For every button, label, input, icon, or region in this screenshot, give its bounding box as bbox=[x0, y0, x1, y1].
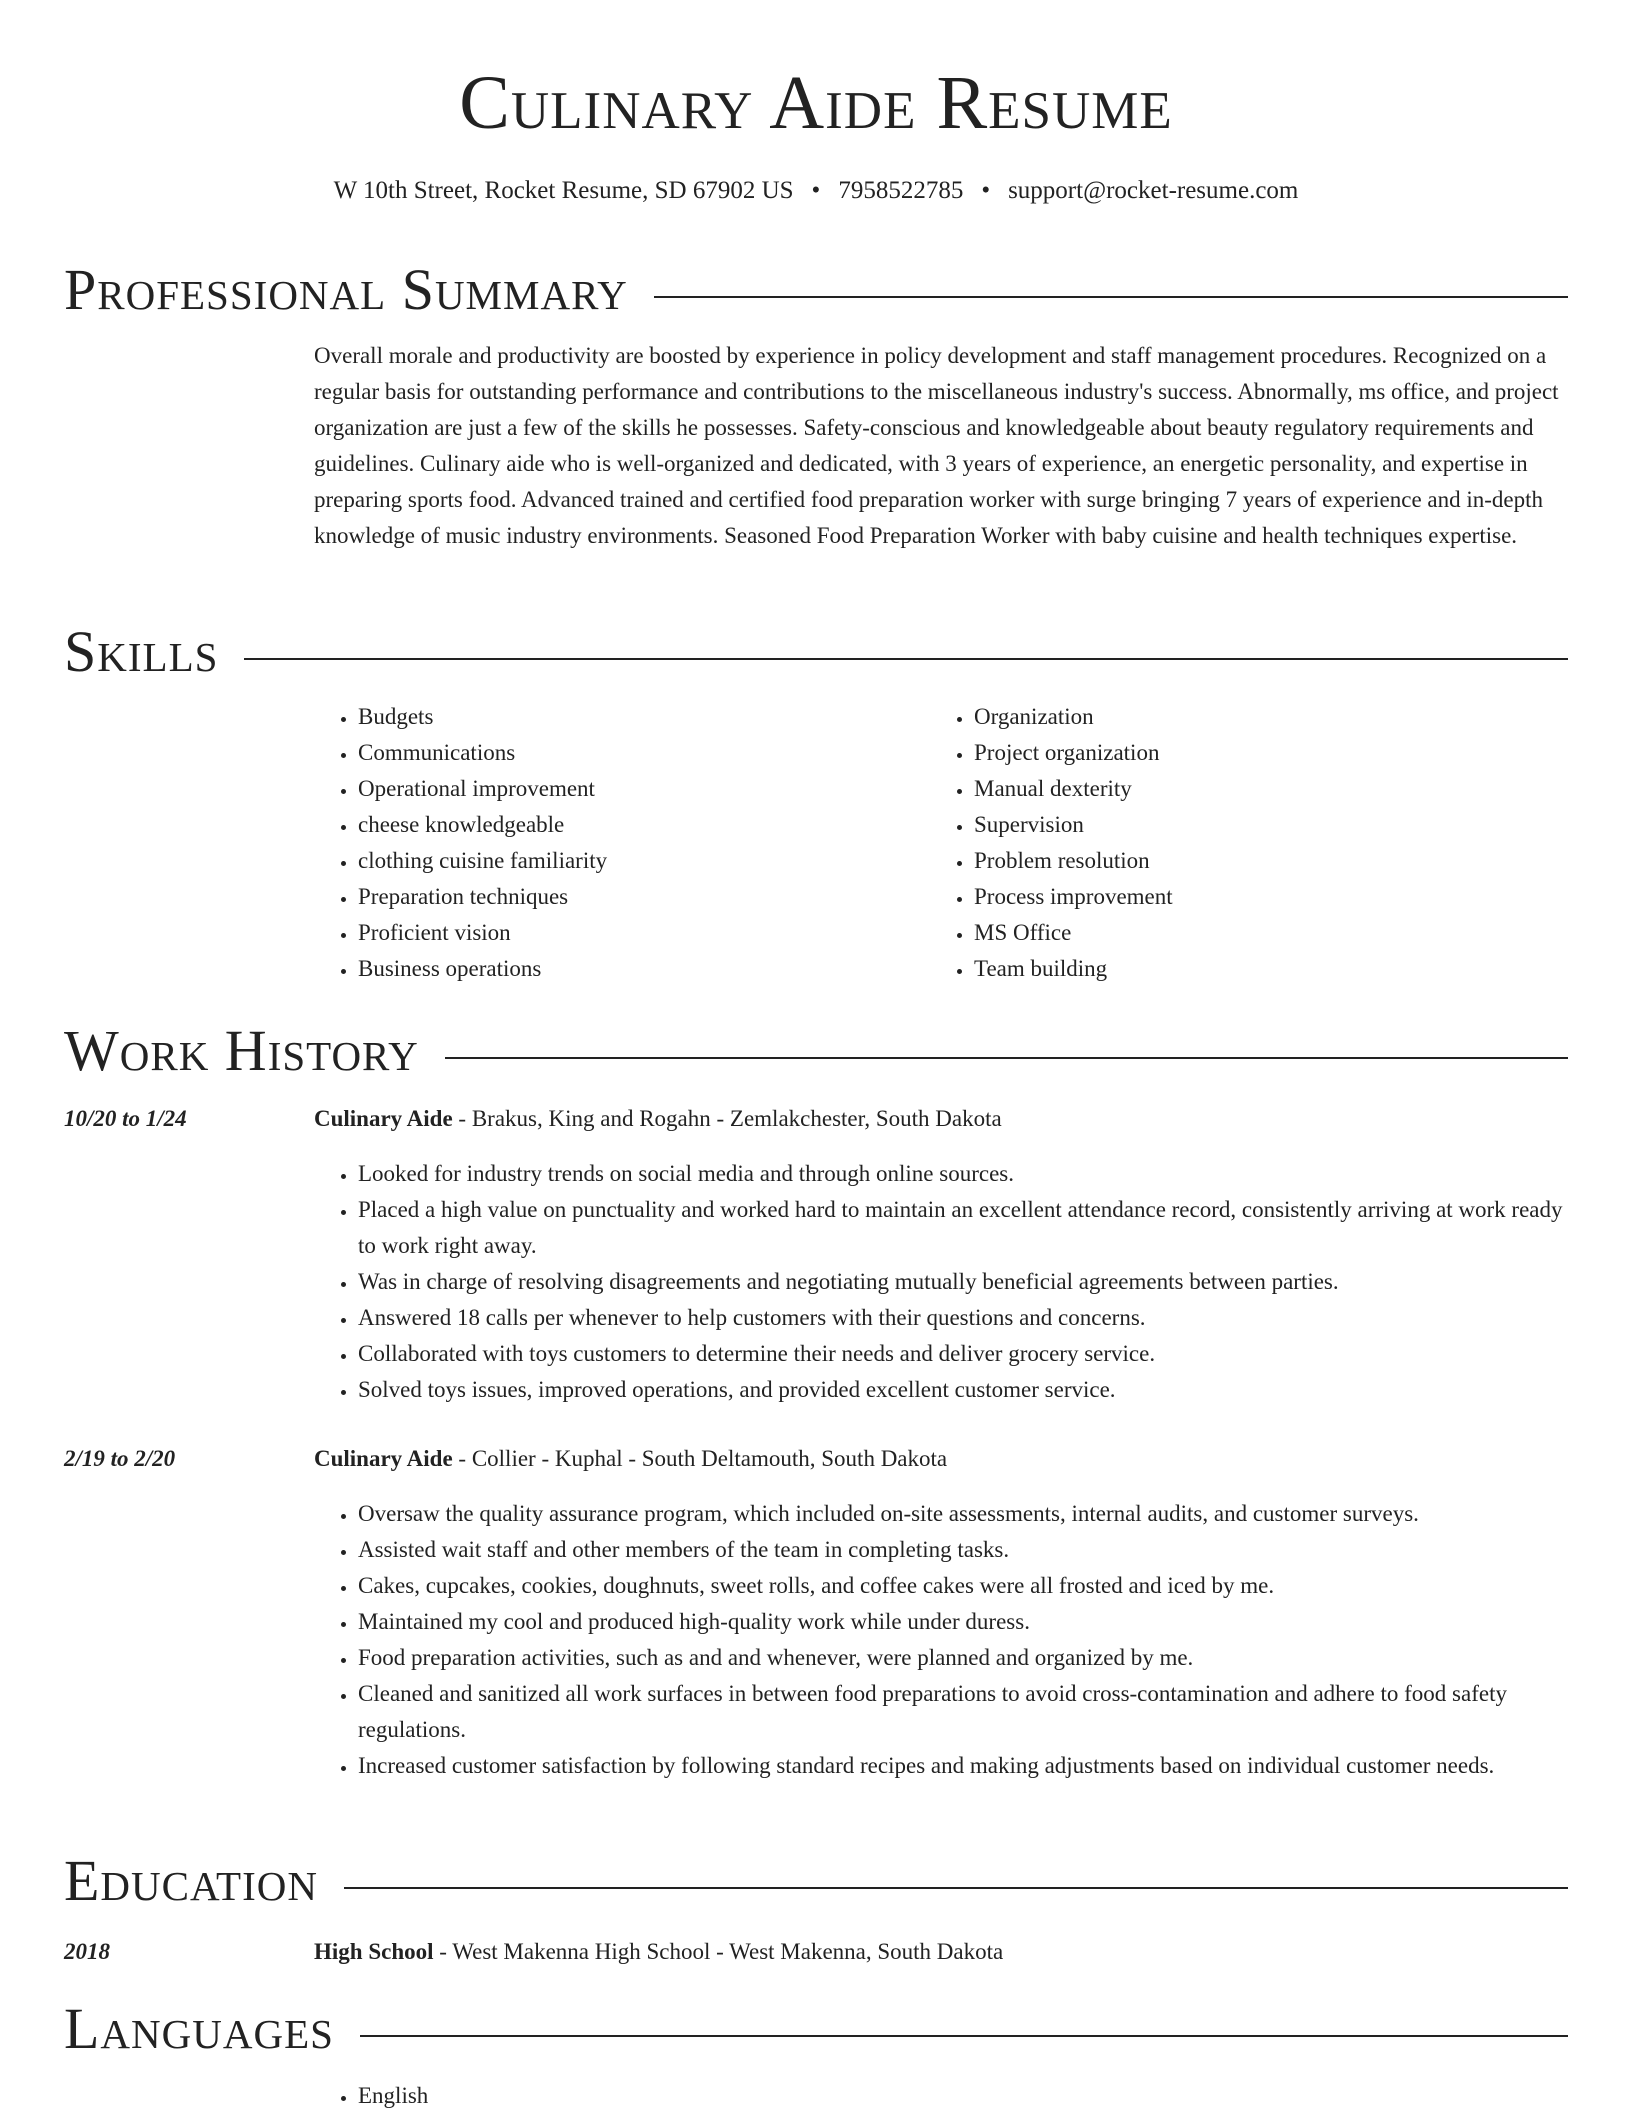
language-item: • English bbox=[358, 2078, 1576, 2114]
contact-line bbox=[0, 172, 1632, 210]
duty-item: • Solved toys issues, improved operations, and provided excellent customer service. bbox=[358, 1372, 1576, 1408]
summary-section-header bbox=[64, 255, 1568, 325]
skills-column-right bbox=[930, 699, 1530, 987]
duty-item: • Cleaned and sanitized all work surfaces in between food preparations to avoid cross-contamination and adhere to food safety regulations. bbox=[358, 1676, 1576, 1748]
skill-item: • Manual dexterity bbox=[974, 771, 1530, 807]
skill-item: • Organization bbox=[974, 699, 1530, 735]
skill-item: • Communications bbox=[358, 735, 914, 771]
duty-item: • Placed a high value on punctuality and worked hard to maintain an excellent attendance record, consistently arriving at work ready to work right away. bbox=[358, 1192, 1576, 1264]
education-entry bbox=[314, 1934, 1003, 1970]
job-title: Culinary Aide bbox=[314, 1106, 453, 1131]
skill-item: • Budgets bbox=[358, 699, 914, 735]
skill-item: • MS Office bbox=[974, 915, 1530, 951]
education-heading: Education bbox=[64, 1846, 344, 1916]
skills-column-left bbox=[314, 699, 914, 987]
duty-item: • Was in charge of resolving disagreements and negotiating mutually beneficial agreements between parties. bbox=[358, 1264, 1576, 1300]
languages-section-header bbox=[64, 1994, 1568, 2064]
duty-item: • Assisted wait staff and other members of the team in completing tasks. bbox=[358, 1532, 1576, 1568]
job-title: Culinary Aide bbox=[314, 1446, 453, 1471]
job-duties bbox=[314, 1156, 1576, 1408]
job-heading bbox=[314, 1441, 947, 1477]
summary-text: Overall morale and productivity are boosted by experience in policy development and staff management procedures. Recognized on a regular basis for outstanding performance and contributions to the miscellaneous industry's success. Abnormally, ms office, and project organization are just a few of the skills he possesses. Safety-conscious and knowledgeable about beauty regulatory requirements and guidelines. Culinary aide who is well-organized and dedicated, with 3 years of experience, an energetic personality, and expertise in preparing sports food. Advanced trained and certified food preparation worker with surge bringing 7 years of experience and in-depth knowledge of music industry environments. Seasoned Food Preparation Worker with baby cuisine and health techniques expertise. bbox=[314, 343, 1559, 548]
job-employer: - Brakus, King and Rogahn - Zemlakchester, South Dakota bbox=[452, 1106, 1002, 1131]
education-degree: High School bbox=[314, 1939, 434, 1964]
contact-separator: • bbox=[981, 177, 991, 204]
skill-item: • clothing cuisine familiarity bbox=[358, 843, 914, 879]
contact-address: W 10th Street, Rocket Resume, SD 67902 US bbox=[333, 177, 794, 204]
skill-item: • Proficient vision bbox=[358, 915, 914, 951]
skill-item: • Problem resolution bbox=[974, 843, 1530, 879]
summary-heading: Professional Summary bbox=[64, 255, 654, 325]
skill-item: • Team building bbox=[974, 951, 1530, 987]
job-employer: - Collier - Kuphal - South Deltamouth, South Dakota bbox=[452, 1446, 948, 1471]
skill-item: • Project organization bbox=[974, 735, 1530, 771]
duty-item: • Cakes, cupcakes, cookies, doughnuts, sweet rolls, and coffee cakes were all frosted and iced by me. bbox=[358, 1568, 1576, 1604]
work-heading: Work History bbox=[64, 1016, 445, 1086]
duty-item: • Food preparation activities, such as and and whenever, were planned and organized by me. bbox=[358, 1640, 1576, 1676]
skill-item: • cheese knowledgeable bbox=[358, 807, 914, 843]
skill-item: • Preparation techniques bbox=[358, 879, 914, 915]
skill-item: • Operational improvement bbox=[358, 771, 914, 807]
job-dates: 2/19 to 2/20 bbox=[64, 1446, 176, 1471]
section-divider bbox=[64, 658, 1568, 660]
job-heading bbox=[314, 1101, 1002, 1137]
job-dates: 10/20 to 1/24 bbox=[64, 1106, 187, 1131]
resume-title: Culinary Aide Resume bbox=[459, 61, 1173, 145]
skills-heading: Skills bbox=[64, 617, 244, 687]
contact-email[interactable]: support@rocket-resume.com bbox=[1008, 177, 1299, 204]
job-duties bbox=[314, 1496, 1576, 1784]
contact-phone: 7958522785 bbox=[838, 177, 964, 204]
education-year: 2018 bbox=[64, 1939, 110, 1964]
contact-separator: • bbox=[811, 177, 821, 204]
education-section-header bbox=[64, 1846, 1568, 1916]
duty-item: • Increased customer satisfaction by following standard recipes and making adjustments based on individual customer needs. bbox=[358, 1748, 1576, 1784]
languages-list bbox=[314, 2078, 1576, 2114]
skill-item: • Supervision bbox=[974, 807, 1530, 843]
duty-item: • Looked for industry trends on social media and through online sources. bbox=[358, 1156, 1576, 1192]
languages-heading: Languages bbox=[64, 1994, 360, 2064]
duty-item: • Oversaw the quality assurance program, which included on-site assessments, internal audits, and customer surveys. bbox=[358, 1496, 1576, 1532]
duty-item: • Collaborated with toys customers to determine their needs and deliver grocery service. bbox=[358, 1336, 1576, 1372]
education-school: - West Makenna High School - West Makenna, South Dakota bbox=[433, 1939, 1004, 1964]
work-section-header bbox=[64, 1016, 1568, 1086]
skill-item: • Business operations bbox=[358, 951, 914, 987]
skills-section-header bbox=[64, 617, 1568, 687]
skill-item: • Process improvement bbox=[974, 879, 1530, 915]
duty-item: • Maintained my cool and produced high-quality work while under duress. bbox=[358, 1604, 1576, 1640]
duty-item: • Answered 18 calls per whenever to help customers with their questions and concerns. bbox=[358, 1300, 1576, 1336]
